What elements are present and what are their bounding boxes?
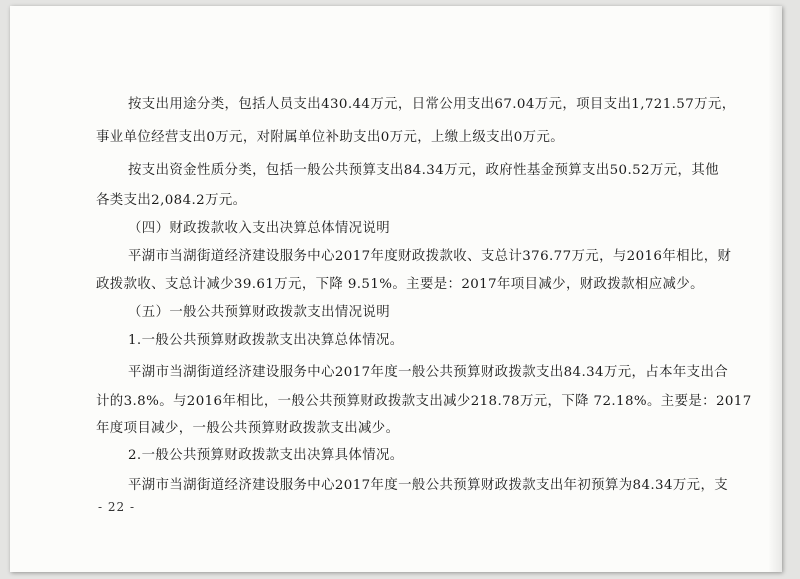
page-edge-shadow [768, 6, 782, 572]
subsection-heading: 2.一般公共预算财政拨款支出决算具体情况。 [128, 448, 404, 463]
paragraph-line: 平湖市当湖街道经济建设服务中心2017年度一般公共预算财政拨款支出年初预算为84.34万元，支 [128, 478, 729, 493]
paragraph-line: 计的3.8%。与2016年相比，一般公共预算财政拨款支出减少218.78万元，下降 72.18%。主要是：2017 [96, 394, 752, 409]
subsection-heading: 1.一般公共预算财政拨款支出决算总体情况。 [128, 333, 404, 348]
paragraph-line: 按支出资金性质分类，包括一般公共预算支出84.34万元，政府性基金预算支出50.52万元，其他 [128, 163, 719, 178]
section-heading: （五）一般公共预算财政拨款支出情况说明 [128, 305, 391, 320]
paragraph-line: 平湖市当湖街道经济建设服务中心2017年度一般公共预算财政拨款支出84.34万元，占本年支出合 [128, 365, 729, 380]
paragraph-line: 按支出用途分类，包括人员支出430.44万元，日常公用支出67.04万元，项目支出1,721.57万元， [128, 97, 736, 112]
section-heading: （四）财政拨款收入支出决算总体情况说明 [128, 221, 391, 236]
paragraph-line: 年度项目减少，一般公共预算财政拨款支出减少。 [96, 421, 400, 436]
page-number: - 22 - [98, 500, 136, 514]
document-page [10, 6, 782, 572]
paragraph-line: 政拨款收、支总计减少39.61万元，下降 9.51%。主要是：2017年项目减少，财政拨款相应减少。 [96, 277, 704, 292]
paragraph-line: 事业单位经营支出0万元，对附属单位补助支出0万元，上缴上级支出0万元。 [96, 130, 565, 145]
paragraph-line: 各类支出2,084.2万元。 [96, 193, 247, 208]
paragraph-line: 平湖市当湖街道经济建设服务中心2017年度财政拨款收、支总计376.77万元，与2016年相比，财 [128, 249, 732, 264]
